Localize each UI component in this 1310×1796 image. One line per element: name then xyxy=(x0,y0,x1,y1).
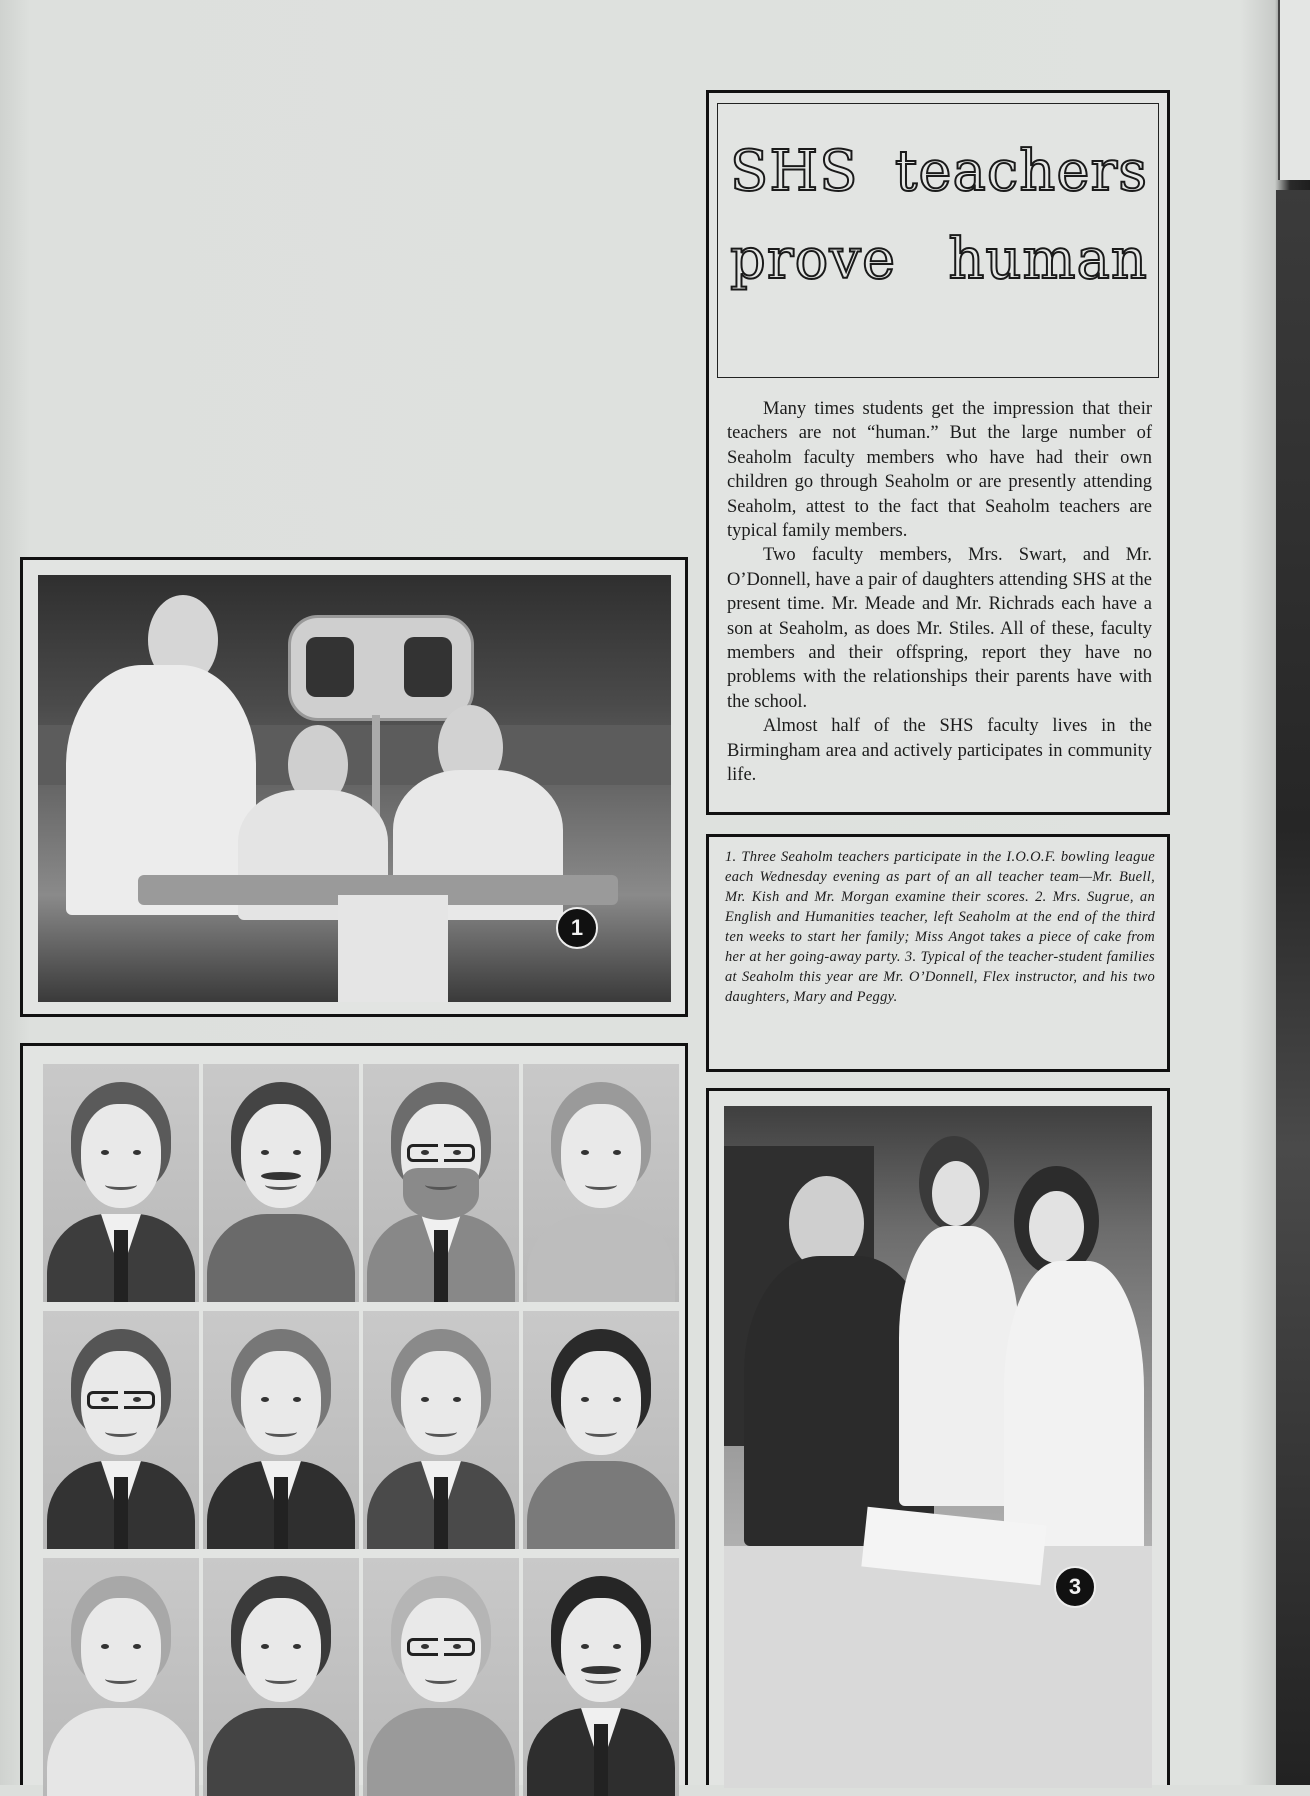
article-paragraph: Many times students get the impression that their teachers are not “human.” But the large number of Seaholm faculty members who have had their own children go through Seaholm or are presently attending Seaholm, attest to the fact that Seaholm teachers are typical family members. xyxy=(727,399,1152,542)
portrait-face xyxy=(561,1598,641,1702)
portrait-eye xyxy=(293,1150,301,1155)
portrait-face xyxy=(81,1104,161,1208)
portrait-clothing xyxy=(527,1461,675,1549)
portrait-eye xyxy=(101,1644,109,1649)
portrait-eye xyxy=(101,1150,109,1155)
portrait-eye xyxy=(261,1150,269,1155)
portrait-face xyxy=(241,1598,321,1702)
faculty-portrait xyxy=(523,1558,679,1796)
portrait-eye xyxy=(581,1150,589,1155)
faculty-portrait xyxy=(43,1064,199,1302)
portrait-clothing xyxy=(367,1708,515,1796)
faculty-portrait xyxy=(363,1311,519,1549)
portrait-glasses xyxy=(407,1638,475,1656)
portrait-eye xyxy=(613,1397,621,1402)
adjacent-page-edge xyxy=(1278,0,1310,180)
portrait-face xyxy=(561,1351,641,1455)
portrait-mustache xyxy=(261,1172,301,1180)
adjacent-page-photo-edge xyxy=(1276,190,1310,1785)
portrait-face xyxy=(561,1104,641,1208)
portrait-mouth xyxy=(585,1427,617,1437)
portrait-face xyxy=(81,1598,161,1702)
projector-lens xyxy=(404,637,452,697)
faculty-portrait xyxy=(523,1064,679,1302)
portrait-eye xyxy=(613,1150,621,1155)
faculty-portrait xyxy=(203,1558,359,1796)
article-body xyxy=(727,397,1152,788)
headline-word: prove xyxy=(730,227,897,292)
portrait-tie xyxy=(434,1230,448,1302)
headline-word: SHS xyxy=(730,139,859,204)
portrait-beard xyxy=(403,1168,479,1220)
portrait-tie xyxy=(114,1477,128,1549)
portrait-mouth xyxy=(585,1180,617,1190)
article-box xyxy=(706,90,1170,815)
faculty-portrait xyxy=(43,1311,199,1549)
portrait-eye xyxy=(453,1397,461,1402)
caption-box xyxy=(706,834,1170,1072)
portrait-mouth xyxy=(105,1674,137,1684)
portrait-clothing xyxy=(47,1708,195,1796)
daughter-1-face xyxy=(932,1161,980,1226)
portrait-mouth xyxy=(425,1180,457,1190)
portrait-face xyxy=(401,1351,481,1455)
portrait-eye xyxy=(293,1397,301,1402)
portrait-glasses xyxy=(87,1391,155,1409)
portrait-clothing xyxy=(527,1214,675,1302)
portrait-mouth xyxy=(265,1427,297,1437)
portrait-eye xyxy=(293,1644,301,1649)
title-frame xyxy=(717,103,1159,378)
teacher-daughters-photo xyxy=(724,1106,1152,1788)
portrait-clothing xyxy=(207,1708,355,1796)
daughter-2-face xyxy=(1029,1191,1084,1263)
headline-line-2 xyxy=(730,227,1148,292)
portrait-tie xyxy=(114,1230,128,1302)
headline-word: teachers xyxy=(894,139,1148,204)
portrait-mouth xyxy=(425,1674,457,1684)
article-paragraph: Two faculty members, Mrs. Swart, and Mr. O’Donnell, have a pair of daughters attending SHS at the present time. Mr. Meade and Mr. Richrads each have a son at Seaholm, as does Mr. Stiles. All of these, faculty members and their offspring, report they have no problems with the relationships their parents have with the school. xyxy=(727,545,1152,712)
portrait-mouth xyxy=(425,1427,457,1437)
faculty-portrait xyxy=(363,1064,519,1302)
portrait-face xyxy=(241,1351,321,1455)
faculty-portrait xyxy=(203,1064,359,1302)
faculty-portrait xyxy=(363,1558,519,1796)
score-console xyxy=(338,895,448,1002)
faculty-portrait xyxy=(523,1311,679,1549)
projector-lens xyxy=(306,637,354,697)
portrait-tie xyxy=(434,1477,448,1549)
portrait-mouth xyxy=(585,1674,617,1684)
portrait-mouth xyxy=(105,1427,137,1437)
portrait-eye xyxy=(261,1397,269,1402)
portrait-eye xyxy=(613,1644,621,1649)
portrait-eye xyxy=(133,1150,141,1155)
photo-3-frame xyxy=(706,1088,1170,1785)
photo-number-badge: 3 xyxy=(1054,1566,1096,1608)
portrait-mouth xyxy=(265,1674,297,1684)
faculty-portraits-frame xyxy=(20,1043,688,1785)
portrait-tie xyxy=(274,1477,288,1549)
article-paragraph: Almost half of the SHS faculty lives in the Birmingham area and actively participates in community life. xyxy=(727,716,1152,786)
portrait-eye xyxy=(133,1644,141,1649)
portrait-eye xyxy=(421,1397,429,1402)
faculty-portrait xyxy=(203,1311,359,1549)
portrait-mouth xyxy=(265,1180,297,1190)
portrait-clothing xyxy=(207,1214,355,1302)
photo-1-frame xyxy=(20,557,688,1017)
photo-number-badge: 1 xyxy=(556,907,598,949)
portrait-tie xyxy=(594,1724,608,1796)
portrait-face xyxy=(241,1104,321,1208)
headline-word: human xyxy=(948,227,1148,292)
portrait-mustache xyxy=(581,1666,621,1674)
portrait-eye xyxy=(581,1397,589,1402)
daughter-1-blouse xyxy=(899,1226,1019,1506)
portrait-eye xyxy=(581,1644,589,1649)
portrait-eye xyxy=(261,1644,269,1649)
faculty-portrait xyxy=(43,1558,199,1796)
photo-caption: 1. Three Seaholm teachers participate in the I.O.O.F. bowling league each Wednesday evening as part of an all teacher team—Mr. Buell, Mr. Kish and Mr. Morgan examine their scores. 2. Mrs. Sugrue, an English and Humanities teacher, left Seaholm at the end of the third ten weeks to start her family; Miss Angot takes a piece of cake from her at her going-away party. 3. Typical of the teacher-student families at Seaholm this year are Mr. O’Donnell, Flex instructor, and his two daughters, Mary and Peggy. xyxy=(725,849,1155,1005)
bowling-photo xyxy=(38,575,671,1002)
headline-line-1 xyxy=(730,139,1148,204)
portrait-glasses xyxy=(407,1144,475,1162)
portrait-mouth xyxy=(105,1180,137,1190)
